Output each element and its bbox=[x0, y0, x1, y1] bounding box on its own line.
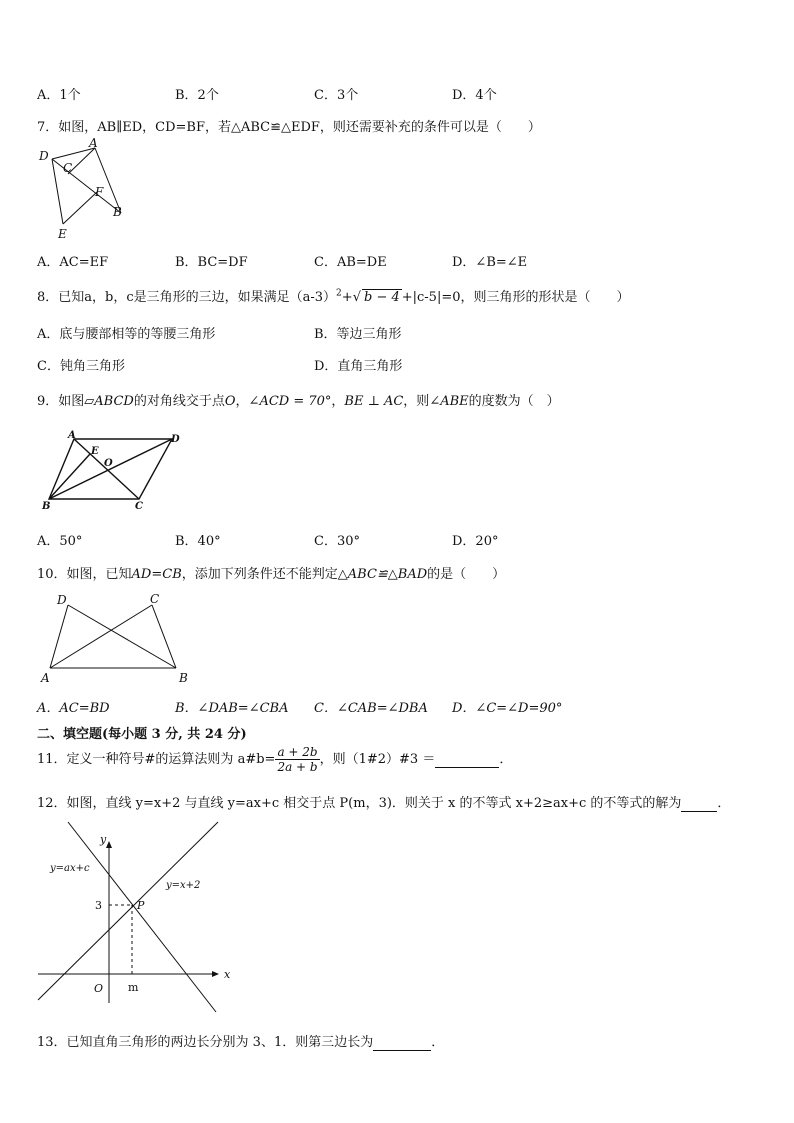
q11-stem-post: ，则（1#2）#3 ＝ bbox=[319, 752, 436, 767]
q9-comma1: ， bbox=[235, 394, 249, 409]
q9-option-c: C．30° bbox=[314, 534, 360, 549]
q7-option-d: D．∠B=∠E bbox=[452, 255, 528, 270]
q10-figure bbox=[38, 590, 198, 685]
q8-stem: 8．已知a，b，c是三角形的三边，如果满足$(a-3)^2+√$ b − 4 +|c-5|=0，则三角形的形状是（ ） bbox=[37, 288, 630, 305]
q10-label-d: D bbox=[57, 593, 67, 607]
q10-label-b: B bbox=[179, 671, 188, 685]
q9-abe: ∠ABE bbox=[429, 394, 469, 409]
q9-label-e: E bbox=[91, 446, 99, 457]
q12-line-ax-c bbox=[68, 822, 216, 1012]
q12-label-m: m bbox=[128, 981, 139, 994]
q11-end: ． bbox=[499, 752, 513, 767]
q11-numerator: a + 2b bbox=[277, 745, 318, 759]
q12-graph bbox=[36, 818, 236, 1014]
q11-answer-blank[interactable] bbox=[435, 752, 499, 768]
q7-label-c: C bbox=[63, 161, 73, 175]
q12-label-line-x-plus-2: y=x+2 bbox=[166, 880, 201, 891]
q7-label-b: B bbox=[113, 205, 122, 219]
q11-stem-pre: 11．定义一种符号#的运算法则为 a#b= bbox=[37, 752, 276, 767]
q9-stem-pre: 9．如图▱ bbox=[37, 394, 95, 409]
q8-option-c: C．钝角三角形 bbox=[37, 359, 125, 374]
q6-option-d: D．4个 bbox=[452, 88, 497, 103]
q12-line-x-plus-2 bbox=[38, 822, 218, 1000]
q9-figure bbox=[40, 428, 190, 514]
q9-stem-mid2: ，则 bbox=[403, 394, 430, 409]
q9-label-b: B bbox=[42, 501, 51, 512]
q10-option-b-text: B．∠DAB=∠CBA bbox=[175, 701, 289, 716]
q10-option-d bbox=[452, 697, 562, 716]
q12-label-y: y bbox=[100, 833, 107, 846]
q10-tri: △ABC≌△BAD bbox=[337, 567, 428, 582]
q8-stem-post: +|c-5|=0，则三角形的形状是（ ） bbox=[401, 290, 630, 305]
q7-label-e: E bbox=[58, 227, 67, 241]
q9-segment-be bbox=[49, 454, 90, 499]
q13-stem-text: 13．已知直角三角形的两边长分别为 3、1．则第三边长为 bbox=[37, 1035, 374, 1050]
q9-stem-mid1: 的对角线交于点 bbox=[133, 394, 225, 409]
q8-sqrt: b − 4 bbox=[363, 290, 400, 305]
q8-option-a: A．底与腰部相等的等腰三角形 bbox=[37, 327, 216, 342]
q11-fraction bbox=[275, 745, 319, 774]
q7-label-a: A bbox=[89, 136, 98, 150]
q9-comma2: ， bbox=[331, 394, 345, 409]
q7-label-f: F bbox=[95, 185, 104, 199]
q10-option-b bbox=[175, 697, 288, 716]
q12-label-p: P bbox=[137, 899, 145, 912]
q9-option-d: D．20° bbox=[452, 534, 499, 549]
q7-segment-de bbox=[52, 159, 63, 224]
q9-o: O bbox=[224, 394, 236, 409]
q10-option-a-text: A．AC=BD bbox=[37, 701, 110, 716]
q9-perp: BE ⊥ AC bbox=[344, 394, 404, 409]
q7-segment-ef bbox=[63, 192, 97, 224]
q12-answer-blank[interactable] bbox=[681, 796, 717, 812]
q8-stem-pre: 8．已知a，b，c是三角形的三边，如果满足（a-3） bbox=[37, 290, 337, 305]
q9-angle: ∠ACD = 70° bbox=[248, 394, 332, 409]
q11-denominator: 2a + b bbox=[277, 760, 318, 774]
q10-option-c bbox=[314, 697, 428, 716]
q7-option-b: B．BC=DF bbox=[175, 255, 248, 270]
q6-option-b: B．2个 bbox=[175, 88, 219, 103]
q9-option-b: B．40° bbox=[175, 534, 221, 549]
q7-figure bbox=[35, 138, 135, 243]
q10-stem-post: 的是（ ） bbox=[427, 567, 506, 582]
q8-option-d: D．直角三角形 bbox=[314, 359, 403, 374]
q10-cond: AD=CB bbox=[131, 567, 182, 582]
q8-superscript: 2 bbox=[336, 288, 342, 299]
q12-label-line-ax-c: y=ax+c bbox=[50, 863, 90, 874]
q10-option-c-text: C．∠CAB=∠DBA bbox=[314, 701, 428, 716]
q9-diagonal-ac bbox=[74, 439, 139, 499]
q12-label-3: 3 bbox=[95, 899, 102, 912]
q9-label-d: D bbox=[171, 434, 180, 445]
q6-option-c: C．3个 bbox=[314, 88, 359, 103]
q12-label-x: x bbox=[224, 968, 231, 981]
q13-stem bbox=[37, 1031, 444, 1051]
q13-answer-blank[interactable] bbox=[373, 1035, 431, 1051]
q10-stem-pre: 10．如图，已知 bbox=[37, 567, 132, 582]
q10-label-a: A bbox=[41, 671, 50, 685]
q9-option-a: A．50° bbox=[37, 534, 83, 549]
q10-segment-bd bbox=[68, 605, 176, 668]
q11-stem bbox=[37, 745, 512, 774]
q7-option-c: C．AB=DE bbox=[314, 255, 387, 270]
q9-label-o: O bbox=[104, 458, 113, 469]
q10-segment-bc bbox=[152, 605, 176, 668]
q9-label-a: A bbox=[68, 430, 76, 441]
q7-label-d: D bbox=[39, 149, 49, 163]
q10-option-a bbox=[37, 697, 110, 716]
q10-stem bbox=[37, 563, 505, 582]
q13-end: ． bbox=[431, 1035, 445, 1050]
q9-stem bbox=[37, 390, 560, 409]
q9-diagonal-bd bbox=[49, 439, 172, 499]
q8-plus: + bbox=[341, 290, 353, 305]
q9-label-c: C bbox=[135, 501, 143, 512]
q10-stem-mid: ，添加下列条件还不能判定 bbox=[181, 567, 338, 582]
section-2-heading: 二、填空题(每小题 3 分, 共 24 分) bbox=[37, 727, 247, 742]
q9-stem-post: 的度数为（ ） bbox=[468, 394, 560, 409]
q6-option-a: A．1个 bbox=[37, 88, 81, 103]
q9-abcd: ABCD bbox=[94, 394, 134, 409]
q12-stem-text: 12．如图，直线 y=x+2 与直线 y=ax+c 相交于点 P(m，3)．则关于 x 的不等式 x+2≥ax+c 的不等式的解为 bbox=[37, 796, 682, 811]
q10-label-c: C bbox=[150, 592, 160, 606]
q10-option-d-text: D．∠C=∠D=90° bbox=[452, 701, 563, 716]
q8-option-b: B．等边三角形 bbox=[314, 327, 402, 342]
q12-stem bbox=[37, 792, 730, 812]
q7-stem: 7．如图，AB∥ED，CD=BF，若△ABC≌△EDF，则还需要补充的条件可以是（ ） bbox=[37, 120, 541, 135]
q12-label-origin: O bbox=[94, 982, 104, 995]
q12-end: ． bbox=[717, 796, 731, 811]
q7-option-a: A．AC=EF bbox=[37, 255, 109, 270]
